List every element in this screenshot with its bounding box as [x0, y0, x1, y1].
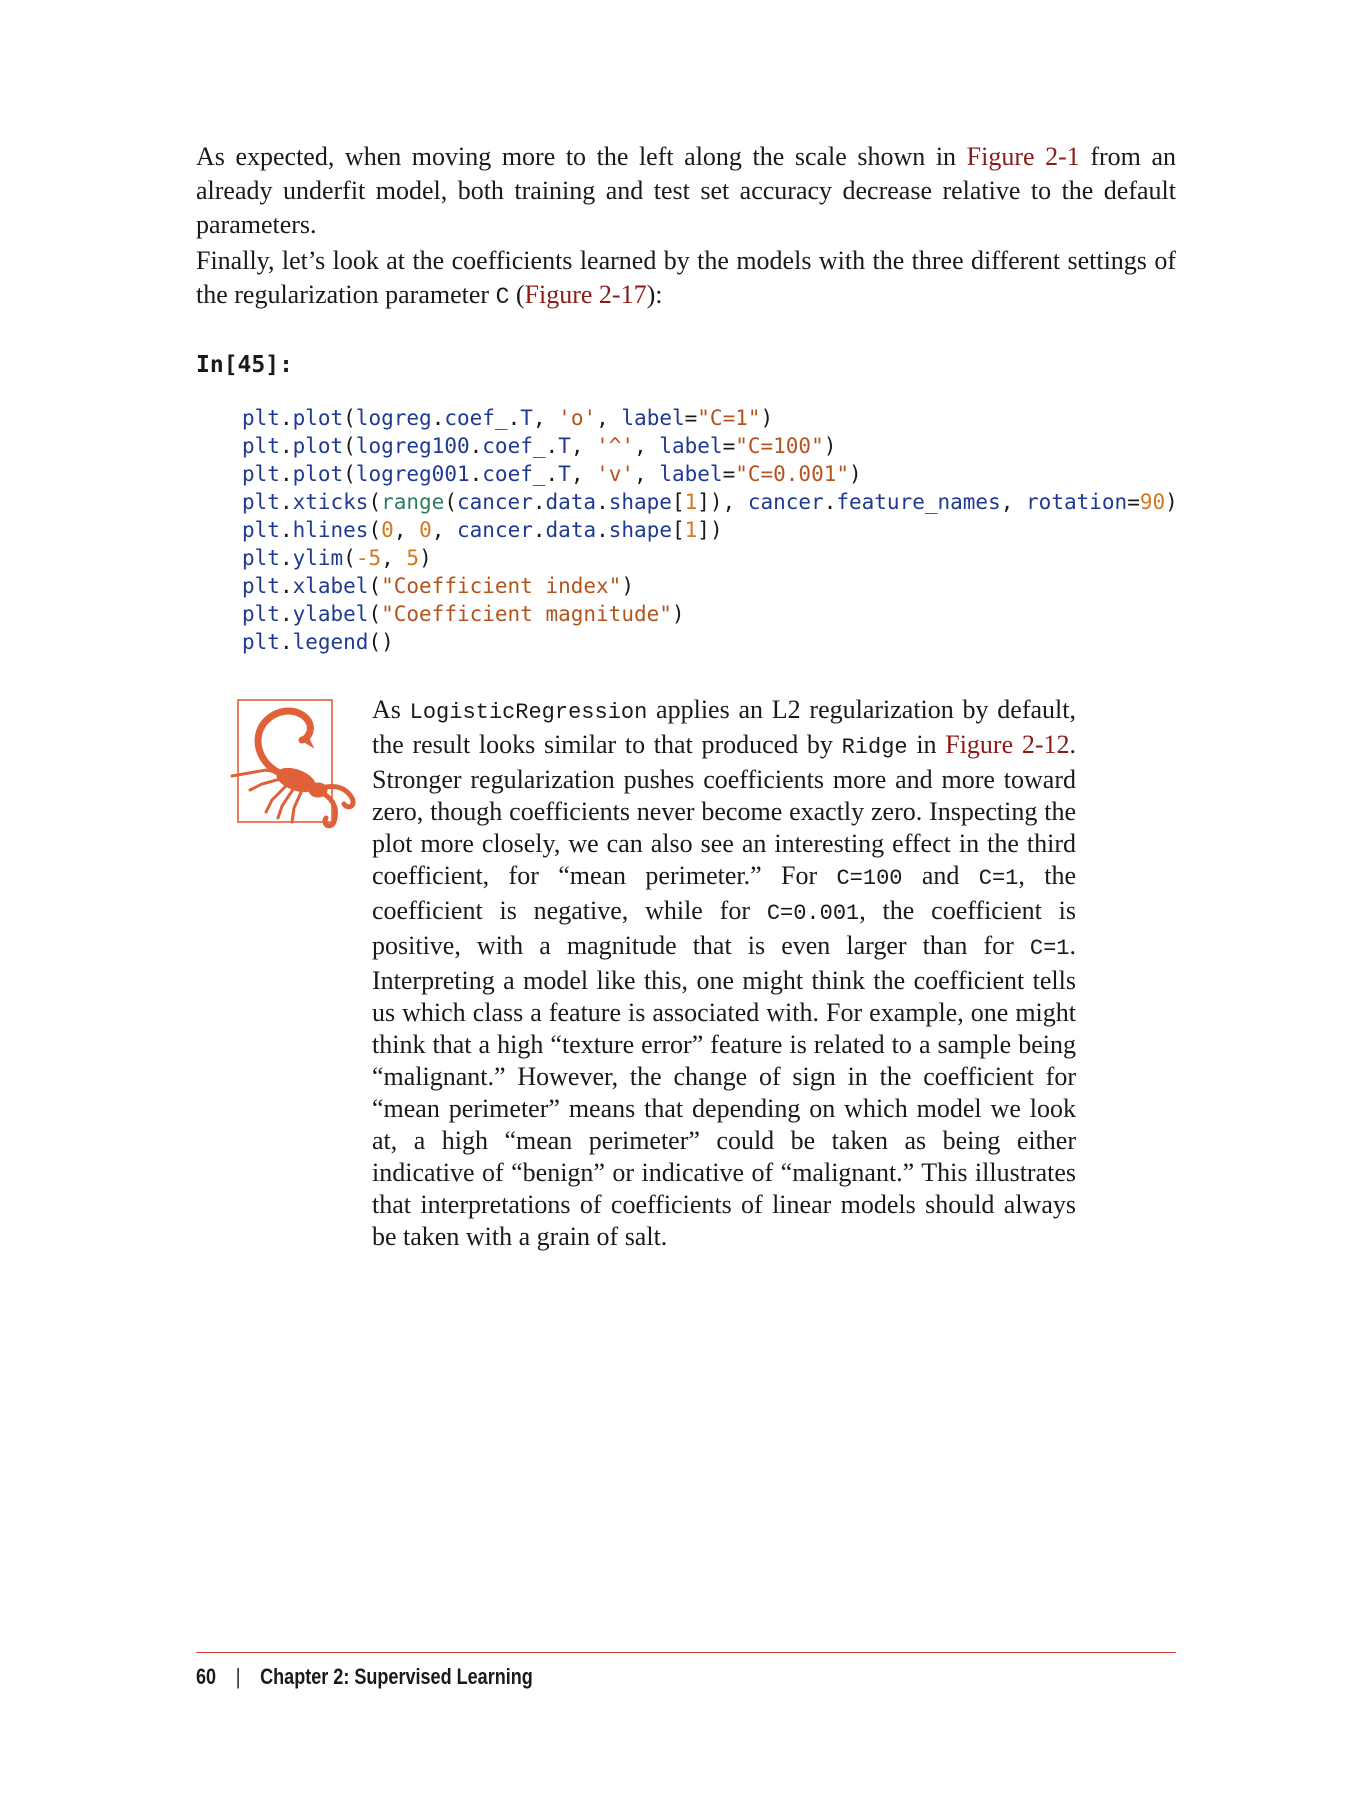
code-line: plt.xticks(range(cancer.data.shape[1]), cancer.feature_names, rotation=90)	[242, 490, 1178, 514]
footer-separator: |	[235, 1664, 241, 1689]
inline-code-c: C	[495, 284, 510, 310]
code-line: plt.plot(logreg001.coef_.T, 'v', label="C=0.001")	[242, 462, 862, 486]
code-line: plt.ylabel("Coefficient magnitude")	[242, 602, 685, 626]
inline-code-c0001: C=0.001	[766, 901, 860, 926]
inline-code-c1: C=1	[978, 866, 1019, 891]
inline-code-c1-second: C=1	[1029, 936, 1070, 961]
scorpion-icon	[222, 696, 368, 830]
page-footer	[196, 1664, 533, 1690]
paragraph-coefficients-intro: Finally, let’s look at the coefficients learned by the models with the three different settings of the regularization parameter C (Figure 2-17):	[196, 246, 1176, 310]
note-text: As LogisticRegression applies an L2 regularization by default, the result looks similar to that produced by Ridge in Figure 2-12. Stronger regularization pushes coefficients more and more toward zero, though coefficients never become exactly zero. Inspecting the plot more closely, we can also see an interesting effect in the third coefficient, for “mean perimeter.” For C=100 and C=1, the coefficient is negative, while for C=0.001, the coefficient is positive, with a magnitude that is even larger than for C=1. Interpreting a model like this, one might think the coefficient tells us which class a feature is associated with. For example, one might think that a high “texture error” feature is related to a sample being “malignant.” However, the change of sign in the coefficient for “mean perimeter” means that depending on which model we look at, a high “mean perimeter” could be taken as being either indicative of “benign” or indicative of “malignant.” This illustrates that interpretations of coefficients of linear models should always be taken with a grain of salt.	[372, 695, 1076, 1251]
code-line: plt.legend()	[242, 630, 394, 654]
code-line: plt.xlabel("Coefficient index")	[242, 574, 634, 598]
figure-2-17-link[interactable]: Figure 2-17	[524, 280, 647, 309]
footer-rule	[196, 1652, 1176, 1653]
chapter-title: Chapter 2: Supervised Learning	[260, 1664, 533, 1689]
inline-code-c100: C=100	[836, 866, 903, 891]
inline-code-logisticregression: LogisticRegression	[409, 700, 648, 725]
code-line: plt.hlines(0, 0, cancer.data.shape[1])	[242, 518, 723, 542]
figure-2-12-link[interactable]: Figure 2-12	[945, 730, 1070, 759]
inline-code-ridge: Ridge	[841, 735, 908, 760]
code-block	[242, 404, 1178, 656]
code-line: plt.plot(logreg100.coef_.T, '^', label="C=100")	[242, 434, 837, 458]
input-prompt: In[45]:	[196, 352, 293, 378]
code-line: plt.plot(logreg.coef_.T, 'o', label="C=1")	[242, 406, 774, 430]
code-line: plt.ylim(-5, 5)	[242, 546, 432, 570]
paragraph-underfit: As expected, when moving more to the left along the scale shown in Figure 2-1 from an already underfit model, both training and test set accuracy decrease relative to the default parameters.	[196, 142, 1176, 239]
page-number: 60	[196, 1664, 217, 1689]
figure-2-1-link[interactable]: Figure 2-1	[966, 142, 1080, 171]
